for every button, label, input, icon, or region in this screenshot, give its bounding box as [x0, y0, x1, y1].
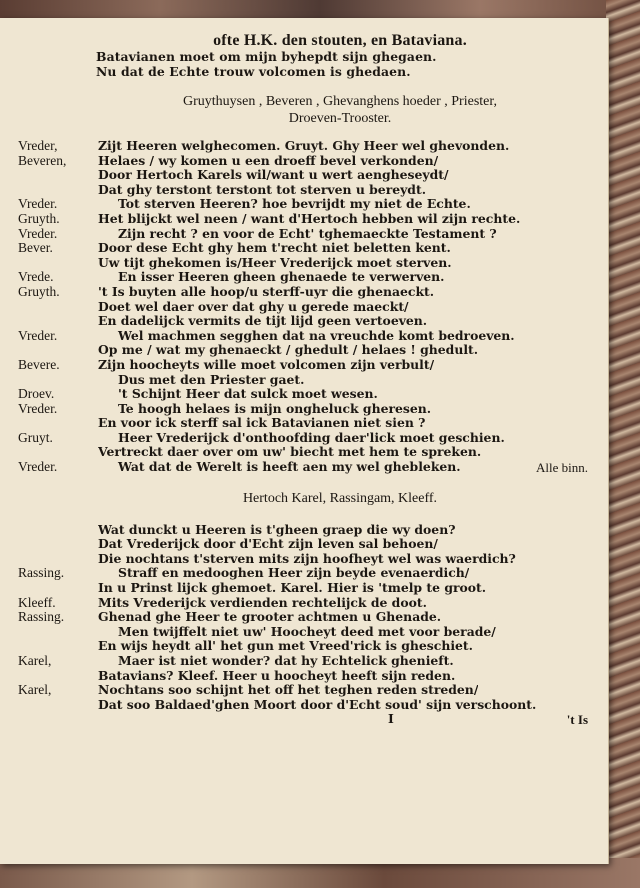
- verse-text: Door dese Echt ghy hem t'recht niet beletten kent.: [98, 241, 451, 256]
- verse-text: En wijs heydt all' het gun met Vreed'rick is gheschiet.: [98, 639, 473, 654]
- book-page: [0, 18, 609, 864]
- speaker-name: [18, 183, 98, 198]
- speaker-name: [18, 373, 98, 388]
- dialogue-line: [18, 445, 592, 460]
- cast-list: [88, 93, 592, 127]
- verse-text: Dat soo Baldaed'ghen Moort door d'Echt soud' sijn verschoont.: [98, 697, 537, 712]
- catchword: 't Is: [566, 712, 588, 728]
- speaker-name: Kleeff.: [18, 594, 56, 610]
- speaker-name: [18, 523, 98, 538]
- dialogue-line: [18, 698, 592, 713]
- verse-text: Dat ghy terstont terstont tot sterven u bereydt.: [98, 182, 427, 197]
- dialogue-line: [18, 431, 592, 446]
- signature-mark: I: [388, 712, 394, 727]
- verse-text: En isser Heeren gheen ghenaede te verwerven.: [118, 270, 445, 285]
- cast-line: Gruythuysen , Beveren , Ghevanghens hoeder , Priester,: [183, 94, 497, 109]
- dialogue-line: [18, 552, 592, 567]
- speaker-name: [18, 537, 98, 552]
- speaker-name: [18, 639, 98, 654]
- dialogue-line: [18, 285, 592, 300]
- verse-text: 't Is buyten alle hoop/u sterff-uyr die ghenaeckt.: [98, 284, 435, 299]
- speaker-name: Vreder.: [18, 225, 58, 241]
- verse-text: En voor ick sterff sal ick Batavianen niet sien ?: [98, 416, 426, 431]
- dialogue-line: [18, 523, 592, 538]
- running-header: ofte H.K. den stouten, en Bataviana.: [213, 32, 467, 49]
- speaker-name: [18, 314, 98, 329]
- speaker-name: Rassing.: [18, 609, 65, 625]
- verse-text: Helaes / wy komen u een droeff bevel verkonden/: [98, 153, 439, 168]
- footer-row: [18, 712, 592, 727]
- speaker-name: [18, 256, 98, 271]
- dialogue-line: [18, 300, 592, 315]
- verse-text: Zijn hoocheyts wille moet volcomen zijn verbult/: [98, 357, 435, 372]
- dialogue-line: [18, 373, 592, 388]
- verse-text: Mits Vrederijck verdienden rechtelijck de doot.: [98, 595, 427, 610]
- speaker-name: [18, 300, 98, 315]
- verse-text: Die nochtans t'sterven mits zijn hoofheyt wel was waerdich?: [98, 551, 516, 566]
- speaker-name: [18, 343, 98, 358]
- stage-direction: Alle binn.: [536, 460, 588, 476]
- speaker-name: Vrede.: [18, 269, 54, 285]
- verse-text: 't Schijnt Heer dat sulck moet wesen.: [118, 387, 378, 402]
- dialogue-line: [18, 212, 592, 227]
- speaker-name: Vreder.: [18, 400, 58, 416]
- verse-text: Vertreckt daer over om uw' biecht met hem te spreken.: [98, 445, 482, 460]
- verse-text: Dus met den Priester gaet.: [118, 372, 305, 387]
- cast-line: Droeven-Trooster.: [288, 111, 392, 126]
- dialogue-line: [18, 241, 592, 256]
- speaker-name: Rassing.: [18, 565, 65, 581]
- speaker-name: [18, 581, 98, 596]
- intro-line: Nu dat de Echte trouw volcomen is ghedaen.: [96, 63, 411, 79]
- dialogue-line: [18, 358, 592, 373]
- speaker-name: Vreder.: [18, 459, 58, 475]
- dialogue-line: [18, 314, 592, 329]
- verse-text: Nochtans soo schijnt het off het teghen reden streden/: [98, 683, 479, 698]
- marbled-endpaper: [606, 0, 640, 888]
- speaker-name: Gruyt.: [18, 429, 53, 445]
- speaker-name: Vreder,: [18, 138, 58, 153]
- speaker-name: [18, 445, 98, 460]
- dialogue-line: [18, 227, 592, 242]
- speaker-name: Droev.: [18, 386, 55, 402]
- verse-text: Dat Vrederijck door d'Echt zijn leven sal behoen/: [98, 537, 438, 552]
- verse-text: Ghenad ghe Heer te grooter achtmen u Ghenade.: [98, 610, 442, 625]
- verse-text: Zijt Heeren welghecomen. Gruyt. Ghy Heer wel ghevonden.: [98, 139, 510, 153]
- verse-text: Het blijckt wel neen / want d'Hertoch hebben wil zijn rechte.: [98, 211, 521, 226]
- dialogue-line: [18, 625, 592, 640]
- dialogue-line: [18, 683, 592, 698]
- speaker-name: Gruyth.: [18, 210, 60, 226]
- dialogue-line: [18, 168, 592, 183]
- dialogue-line: [18, 256, 592, 271]
- dialogue-line: [18, 416, 592, 431]
- verse-text: Straff en medooghen Heer zijn beyde evenaerdich/: [118, 566, 470, 581]
- verse-text: Wat dunckt u Heeren is t'gheen graep die wy doen?: [98, 522, 456, 537]
- dialogue-line: [18, 402, 592, 417]
- verse-text: Te hoogh helaes is mijn ongheluck gheresen.: [118, 401, 432, 416]
- verse-text: Door Hertoch Karels wil/want u wert aengheseydt/: [98, 168, 449, 183]
- intro-line: Batavianen moet om mijn byhepdt sijn ghegaen.: [96, 49, 437, 64]
- dialogue-line: [18, 343, 592, 358]
- dialogue-line: [18, 639, 592, 654]
- speaker-name: [18, 552, 98, 567]
- verse-text: Zijn recht ? en voor de Echt' tghemaeckte Testament ?: [118, 226, 497, 241]
- verse-text: Wat dat de Werelt is heeft aen my wel ghebleken.: [118, 460, 461, 475]
- verse-text: Op me / wat my ghenaeckt / ghedult / helaes ! ghedult.: [98, 343, 479, 358]
- dialogue-line: [18, 581, 592, 596]
- verse-text: Heer Vrederijck d'onthoofding daer'lick moet geschien.: [118, 430, 505, 445]
- dialogue-line: [18, 270, 592, 285]
- verse-text: Wel machmen segghen dat na vreuchde komt bedroeven.: [118, 328, 515, 343]
- verse-text: Batavians? Kleef. Heer u hoocheyt heeft sijn reden.: [98, 668, 456, 683]
- verse-text: Maer ist niet wonder? dat hy Echtelick ghenieft.: [118, 654, 454, 668]
- dialogue-line: [18, 154, 592, 169]
- speaker-name: [18, 416, 98, 431]
- speaker-name: Vreder.: [18, 327, 58, 343]
- speaker-name: Vreder.: [18, 196, 58, 212]
- dialogue-line: [18, 329, 592, 344]
- speaker-name: Bever.: [18, 240, 53, 256]
- speaker-name: Karel,: [18, 682, 52, 698]
- dialogue-line: [18, 387, 592, 402]
- intro-verse: [96, 50, 592, 79]
- dialogue-line: [18, 197, 592, 212]
- verse-text: En dadelijck vermits de tijt lijd geen vertoeven.: [98, 314, 428, 329]
- verse-text: Tot sterven Heeren? hoe bevrijdt my niet de Echte.: [118, 197, 471, 212]
- dialogue-block-2: [18, 523, 592, 713]
- dialogue-line: [18, 610, 592, 625]
- verse-text: Doet wel daer over dat ghy u gerede maeckt/: [98, 299, 409, 314]
- dialogue-line: [18, 139, 592, 154]
- verse-text: Uw tijt ghekomen is/Heer Vrederijck moet sterven.: [98, 255, 452, 270]
- speaker-name: Karel,: [18, 653, 52, 668]
- dialogue-line: [18, 183, 592, 198]
- speaker-name: [18, 625, 98, 640]
- dialogue-line: [18, 566, 592, 581]
- dialogue-line: [18, 596, 592, 611]
- speaker-name: Beveren,: [18, 152, 67, 168]
- dialogue-block-1: [18, 139, 592, 475]
- dialogue-line: [18, 654, 592, 669]
- verse-text: Men twijffelt niet uw' Hoocheyt deed met voor berade/: [118, 624, 496, 639]
- speaker-name: [18, 669, 98, 684]
- speaker-name: [18, 698, 98, 713]
- verse-text: In u Prinst lijck ghemoet. Karel. Hier is 'tmelp te groot.: [98, 581, 487, 596]
- dialogue-line: [18, 460, 592, 475]
- speaker-name: Bevere.: [18, 356, 60, 372]
- dialogue-line: [18, 537, 592, 552]
- dialogue-line: [18, 669, 592, 684]
- speaker-name: [18, 168, 98, 183]
- speaker-name: Gruyth.: [18, 283, 60, 299]
- scene-heading: Hertoch Karel, Rassingam, Kleeff.: [242, 490, 438, 506]
- page-content: [18, 32, 592, 854]
